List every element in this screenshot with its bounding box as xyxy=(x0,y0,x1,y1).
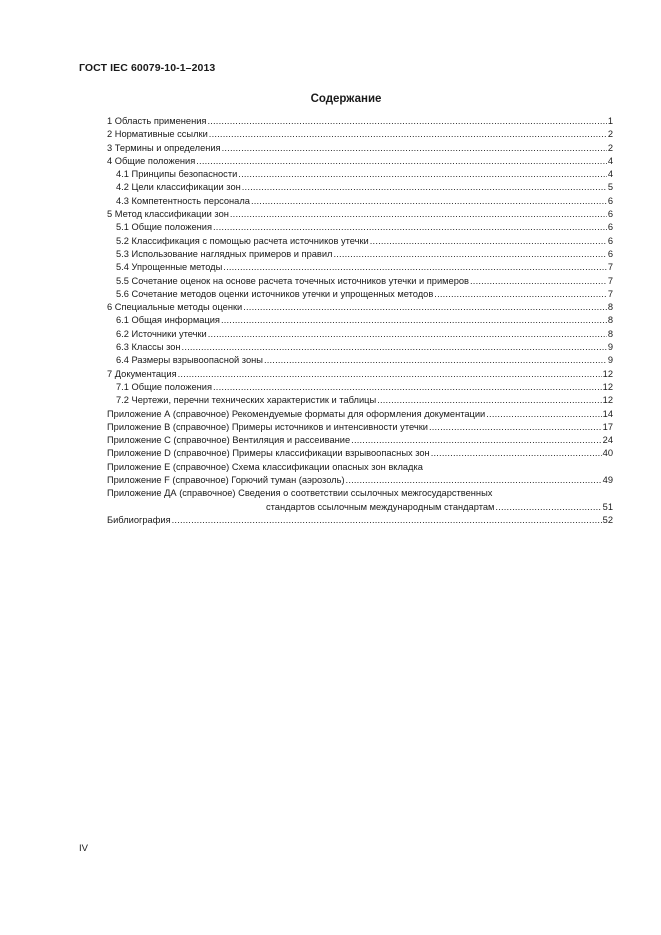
toc-leader-dots xyxy=(242,181,607,194)
toc-entry[interactable] xyxy=(107,168,613,181)
toc-leader-dots xyxy=(370,235,607,248)
toc-leader-dots xyxy=(223,261,607,274)
toc-entry-page: 6 xyxy=(607,209,613,220)
toc-entry-page: 24 xyxy=(602,435,613,446)
toc-entry[interactable] xyxy=(107,421,613,434)
toc-entry[interactable] xyxy=(107,195,613,208)
toc-leader-dots xyxy=(222,142,607,155)
toc-entry-page: 9 xyxy=(607,342,613,353)
toc-entry-page: 2 xyxy=(607,129,613,140)
toc-entry-label: Приложение F (справочное) Горючий туман (аэрозоль) xyxy=(107,475,345,486)
toc-entry-label: Приложение С (справочное) Вентиляция и рассеивание xyxy=(107,435,351,446)
toc-entry-page: 1 xyxy=(607,116,613,126)
toc-leader-dots xyxy=(264,354,607,367)
toc-entry-label: 3 Термины и определения xyxy=(107,142,221,153)
toc-leader-dots xyxy=(207,115,606,128)
toc-entry-page: 12 xyxy=(602,395,613,406)
toc-entry-label: Приложение D (справочное) Примеры классификации взрывоопасных зон xyxy=(107,448,430,459)
toc-entry[interactable] xyxy=(107,275,613,288)
toc-entry-page: 9 xyxy=(607,355,613,366)
toc-entry-page: 6 xyxy=(607,248,613,259)
toc-entry-label: Приложение А (справочное) Рекомендуемые форматы для оформления документации xyxy=(107,408,486,419)
toc-leader-dots xyxy=(351,434,601,447)
toc-leader-dots xyxy=(221,314,607,327)
toc-entry[interactable] xyxy=(107,341,613,354)
toc-entry-label: 4 Общие положения xyxy=(107,155,196,166)
toc-entry-page: 6 xyxy=(607,195,613,206)
toc-entry-page: 49 xyxy=(602,475,613,486)
toc-entry[interactable] xyxy=(107,288,613,301)
toc-leader-dots xyxy=(429,421,602,434)
toc-entry[interactable] xyxy=(107,447,613,460)
toc-leader-dots xyxy=(486,408,601,421)
toc-leader-dots xyxy=(251,195,607,208)
toc-entry-label: Приложение ДА (справочное) Сведения о соответствии ссылочных межгосударственных xyxy=(107,488,493,499)
toc-entry-label: 5.4 Упрощенные методы xyxy=(116,262,223,273)
toc-entry-page: 7 xyxy=(607,288,613,299)
toc-entry-label: 5.5 Сочетание оценок на основе расчета точечных источников утечки и примеров xyxy=(116,275,469,286)
toc-leader-dots xyxy=(377,394,601,407)
toc-entry-label: 4.3 Компетентность персонала xyxy=(116,195,250,206)
toc-leader-dots xyxy=(213,381,602,394)
toc-entry-page: 7 xyxy=(607,262,613,273)
toc-entry[interactable] xyxy=(107,115,613,128)
toc-entry-label: 5.1 Общие положения xyxy=(116,222,213,233)
toc-leader-dots xyxy=(172,514,602,527)
toc-entry-label: 6 Специальные методы оценки xyxy=(107,302,243,313)
toc-leader-dots xyxy=(178,368,602,381)
toc-leader-dots xyxy=(182,341,607,354)
toc-entry[interactable] xyxy=(107,368,613,381)
toc-entry-label: 4.1 Принципы безопасности xyxy=(116,169,238,180)
toc-entry-page: 14 xyxy=(602,408,613,419)
toc-entry[interactable] xyxy=(107,328,613,341)
toc-entry[interactable] xyxy=(107,314,613,327)
toc-entry-page: 12 xyxy=(602,381,613,392)
toc-entry-label: 5.2 Классификация с помощью расчета источников утечки xyxy=(116,235,369,246)
toc-entry-page: 52 xyxy=(602,514,613,525)
toc-leader-dots xyxy=(470,275,607,288)
toc-entry[interactable] xyxy=(107,474,613,487)
toc-entry-page: 4 xyxy=(607,169,613,180)
toc-entry[interactable] xyxy=(107,128,613,141)
toc-entry-page: 6 xyxy=(607,235,613,246)
toc-entry-label: 4.2 Цели классификации зон xyxy=(116,182,241,193)
toc-entry-label: стандартов ссылочным международным стандартам xyxy=(266,501,495,512)
toc-entry-label: Приложение В (справочное) Примеры источников и интенсивности утечки xyxy=(107,421,428,432)
toc-title: Содержание xyxy=(310,93,382,105)
toc-entry-label: 7.1 Общие положения xyxy=(116,381,213,392)
toc-entry[interactable] xyxy=(107,434,613,447)
toc-entry[interactable] xyxy=(107,208,613,221)
toc-leader-dots xyxy=(346,474,602,487)
toc-entry-page: 8 xyxy=(607,315,613,326)
toc-entry-label: Приложение Е (справочное) Схема классификации опасных зон вкладка xyxy=(107,461,423,472)
toc-leader-dots xyxy=(196,155,607,168)
toc-entry[interactable] xyxy=(107,301,613,314)
toc-entry-page: 40 xyxy=(602,448,613,459)
toc-entry[interactable] xyxy=(107,181,613,194)
toc-entry-page: 17 xyxy=(602,421,613,432)
toc-entry-page: 6 xyxy=(607,222,613,233)
toc-entry[interactable] xyxy=(107,408,613,421)
toc-entry-page: 51 xyxy=(602,501,613,512)
toc-entry-page: 7 xyxy=(607,275,613,286)
toc-entry-label: 6.2 Источники утечки xyxy=(116,328,207,339)
toc-entry-label: 7 Документация xyxy=(107,368,177,379)
toc-entry-label: 7.2 Чертежи, перечни технических характеристик и таблицы xyxy=(116,395,377,406)
toc-leader-dots xyxy=(431,447,602,460)
toc-leader-dots xyxy=(495,501,601,514)
toc-entry-label: 2 Нормативные ссылки xyxy=(107,129,208,140)
toc-entry[interactable] xyxy=(107,461,613,474)
toc-entry-page: 4 xyxy=(607,155,613,166)
toc-entry[interactable] xyxy=(107,221,613,234)
toc-entry-label: 6.3 Классы зон xyxy=(116,342,181,353)
toc-leader-dots xyxy=(213,221,607,234)
toc-entry-page: 8 xyxy=(607,328,613,339)
toc-entry-page: 12 xyxy=(602,368,613,379)
toc-entry[interactable] xyxy=(107,235,613,248)
toc-leader-dots xyxy=(230,208,607,221)
toc-entry-label: Библиография xyxy=(107,514,171,525)
toc-entry-label: 5.6 Сочетание методов оценки источников утечки и упрощенных методов xyxy=(116,288,434,299)
toc-entry-label: 5.3 Использование наглядных примеров и правил xyxy=(116,248,333,259)
document-header: ГОСТ IEC 60079-10-1–2013 xyxy=(79,62,216,74)
toc-entry[interactable] xyxy=(107,354,613,367)
toc-entry-label: 6.4 Размеры взрывоопасной зоны xyxy=(116,355,263,366)
toc-entry[interactable] xyxy=(107,501,613,514)
toc-leader-dots xyxy=(238,168,607,181)
toc-leader-dots xyxy=(333,248,606,261)
toc-entry[interactable] xyxy=(107,261,613,274)
toc-entry[interactable] xyxy=(107,248,613,261)
toc-entry[interactable] xyxy=(107,381,613,394)
toc-entry-label: 5 Метод классификации зон xyxy=(107,209,229,220)
toc-leader-dots xyxy=(243,301,607,314)
page-number: IV xyxy=(79,843,88,854)
toc-leader-dots xyxy=(209,128,607,141)
toc-leader-dots xyxy=(434,288,607,301)
toc-entry-label: 1 Область применения xyxy=(107,116,207,126)
toc-entry[interactable] xyxy=(107,514,613,527)
toc-entry[interactable] xyxy=(107,142,613,155)
toc-entry-label: 6.1 Общая информация xyxy=(116,315,220,326)
toc-entry-page: 2 xyxy=(607,142,613,153)
toc-entry-page: 8 xyxy=(607,302,613,313)
toc-entry[interactable] xyxy=(107,394,613,407)
table-of-contents xyxy=(107,115,613,527)
toc-leader-dots xyxy=(208,328,607,341)
toc-entry[interactable] xyxy=(107,487,613,500)
toc-entry-page: 5 xyxy=(607,182,613,193)
toc-entry[interactable] xyxy=(107,155,613,168)
